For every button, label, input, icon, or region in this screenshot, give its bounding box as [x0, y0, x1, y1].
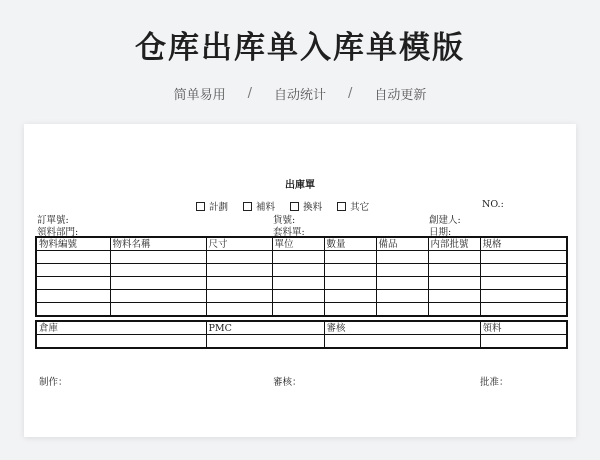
column-header: 備品 [376, 237, 428, 251]
pick-sign-cell[interactable] [480, 335, 567, 349]
review-sign-cell[interactable] [324, 335, 480, 349]
warehouse-sign-cell[interactable] [36, 335, 206, 349]
table-cell[interactable] [36, 277, 110, 290]
table-cell[interactable] [376, 303, 428, 317]
column-header: 物料名稱 [110, 237, 206, 251]
table-cell[interactable] [428, 251, 480, 264]
option-label: 補料 [256, 202, 276, 213]
approver-label: 批准： [480, 377, 509, 388]
option-plan[interactable] [196, 202, 228, 213]
table-cell[interactable] [272, 264, 324, 277]
table-cell[interactable] [480, 264, 567, 277]
table-cell[interactable] [110, 251, 206, 264]
table-cell[interactable] [110, 290, 206, 303]
approval-header-row [36, 321, 567, 335]
table-cell[interactable] [36, 264, 110, 277]
table-cell[interactable] [480, 303, 567, 317]
table-cell[interactable] [36, 290, 110, 303]
table-cell[interactable] [376, 264, 428, 277]
table-cell[interactable] [324, 277, 376, 290]
table-cell[interactable] [36, 303, 110, 317]
table-cell[interactable] [206, 277, 272, 290]
option-label: 換料 [303, 202, 323, 213]
tag-auto-update: 自动更新 [374, 88, 427, 103]
table-cell[interactable] [206, 264, 272, 277]
table-cell[interactable] [272, 303, 324, 317]
table-cell[interactable] [110, 277, 206, 290]
table-cell[interactable] [324, 303, 376, 317]
dept-label: 領料部門: [37, 227, 79, 238]
checkbox-icon[interactable] [337, 202, 346, 211]
form-title: 出庫單 [285, 180, 315, 191]
checkbox-icon[interactable] [290, 202, 299, 211]
table-cell[interactable] [428, 303, 480, 317]
table-cell[interactable] [480, 290, 567, 303]
table-cell[interactable] [206, 251, 272, 264]
separator: / [348, 86, 353, 101]
tag-auto-stats: 自动统计 [273, 88, 326, 103]
table-cell[interactable] [376, 277, 428, 290]
warehouse-label: 倉庫 [36, 321, 206, 335]
table-cell[interactable] [480, 277, 567, 290]
column-header: 數量 [324, 237, 376, 251]
maker-label: 制作： [39, 377, 68, 388]
table-cell[interactable] [272, 290, 324, 303]
pmc-label: PMC [206, 321, 324, 335]
pmc-sign-cell[interactable] [206, 335, 324, 349]
creator-label: 創建人: [429, 215, 461, 226]
table-row [36, 303, 567, 317]
approval-sign-row [36, 335, 567, 349]
approval-table [35, 320, 568, 349]
option-supplement[interactable] [243, 202, 275, 213]
column-header: 規格 [480, 237, 567, 251]
goods-no-label: 貨號: [273, 215, 296, 226]
table-cell[interactable] [206, 290, 272, 303]
review-label: 審核 [324, 321, 480, 335]
checkbox-icon[interactable] [196, 202, 205, 211]
table-cell[interactable] [376, 251, 428, 264]
reviewer-label: 審核： [273, 377, 302, 388]
column-header: 單位 [272, 237, 324, 251]
no-label: NO.: [482, 199, 504, 210]
table-cell[interactable] [272, 277, 324, 290]
table-cell[interactable] [376, 290, 428, 303]
table-cell[interactable] [324, 290, 376, 303]
option-label: 其它 [350, 202, 370, 213]
table-cell[interactable] [206, 303, 272, 317]
table-cell[interactable] [428, 277, 480, 290]
table-cell[interactable] [428, 264, 480, 277]
table-cell[interactable] [110, 303, 206, 317]
type-options [196, 199, 381, 213]
table-cell[interactable] [428, 290, 480, 303]
table-row [36, 251, 567, 264]
tagline [0, 84, 600, 103]
table-cell[interactable] [324, 251, 376, 264]
separator: / [247, 86, 252, 101]
date-label: 日期: [429, 227, 452, 238]
table-cell[interactable] [324, 264, 376, 277]
document-sheet [24, 124, 576, 437]
option-label: 計劃 [209, 202, 229, 213]
option-other[interactable] [337, 202, 369, 213]
table-cell[interactable] [110, 264, 206, 277]
kit-label: 套料單: [273, 227, 305, 238]
table-row [36, 264, 567, 277]
checkbox-icon[interactable] [243, 202, 252, 211]
table-cell[interactable] [272, 251, 324, 264]
table-cell[interactable] [480, 251, 567, 264]
pick-label: 領料 [480, 321, 567, 335]
table-header-row [36, 237, 567, 251]
page-title: 仓库出库单入库单模版 [135, 30, 465, 66]
column-header: 尺寸 [206, 237, 272, 251]
column-header: 物料編號 [36, 237, 110, 251]
tag-easy: 简单易用 [173, 88, 226, 103]
order-no-label: 訂單號: [37, 215, 69, 226]
table-row [36, 277, 567, 290]
items-table [35, 236, 568, 317]
column-header: 内部批號 [428, 237, 480, 251]
table-row [36, 290, 567, 303]
table-cell[interactable] [36, 251, 110, 264]
